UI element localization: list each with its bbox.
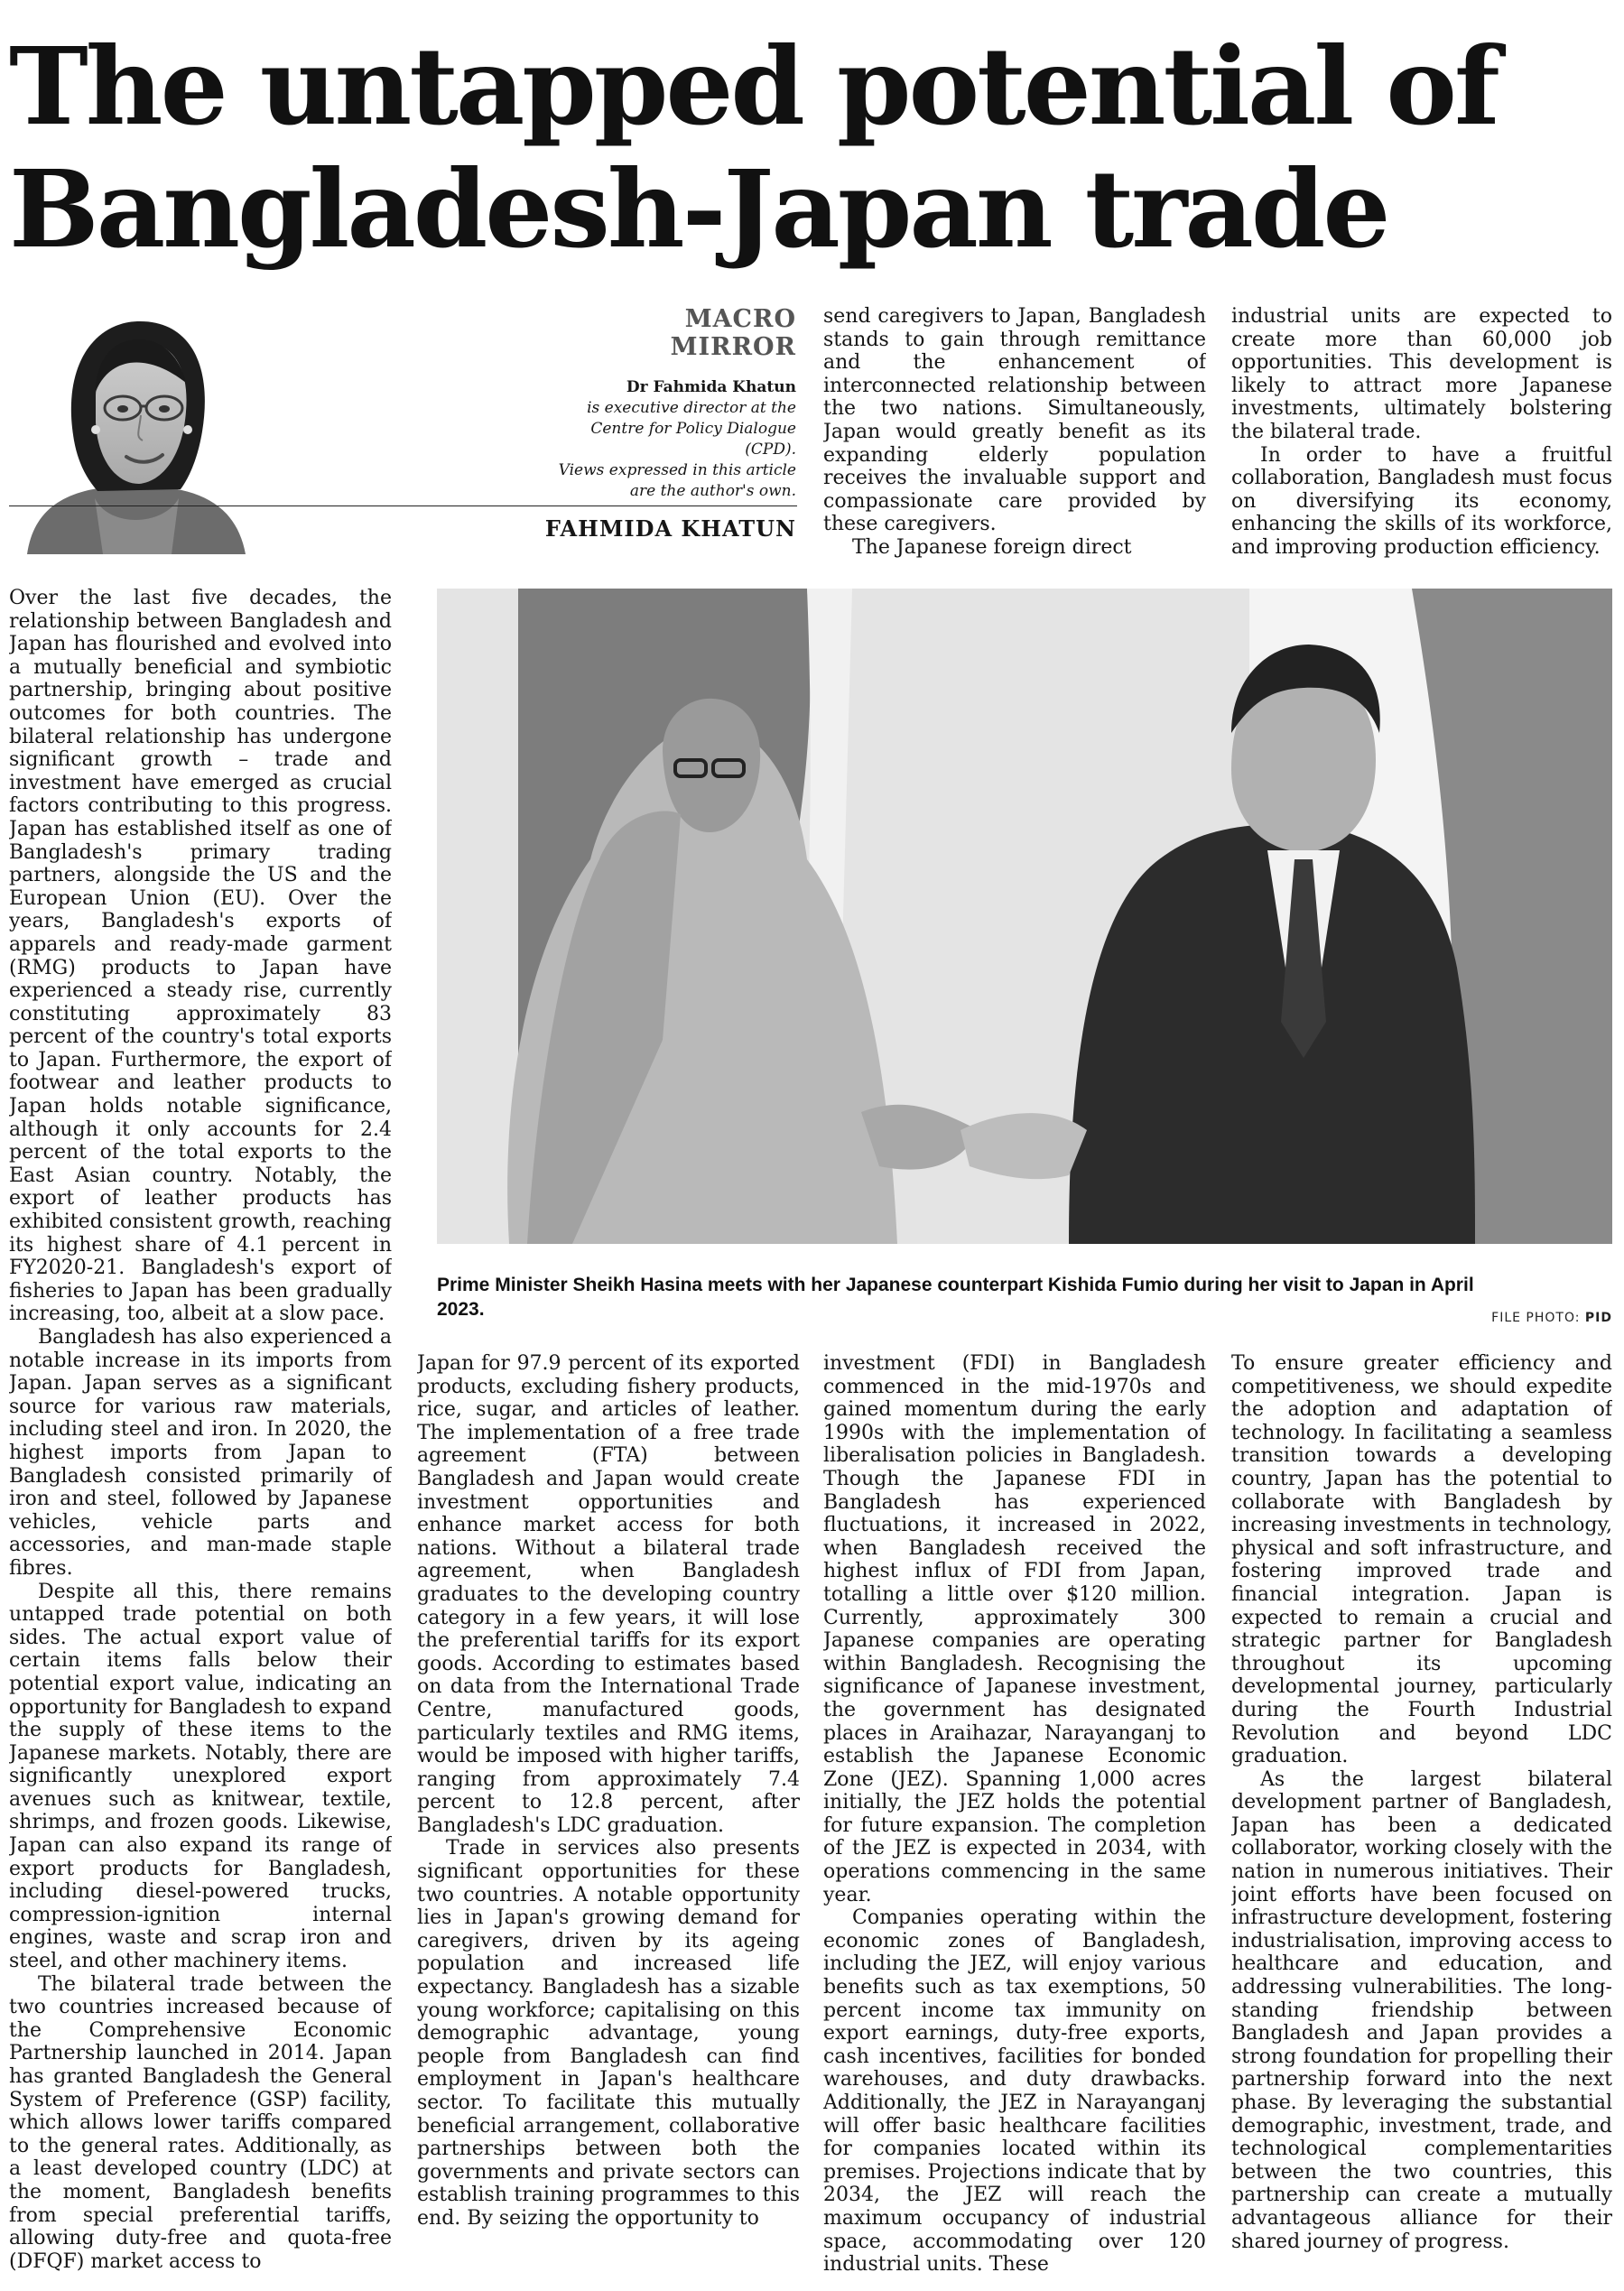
paragraph: send caregivers to Japan, Bangladesh stands to gain through remittance and the enhancement of interconnected relationship between the two nations. Simultaneously, Japan would greatly benefit as its expanding elderly population receives the invaluable support and compassionate care provided by these caregivers. (823, 305, 1206, 536)
author-bio-line: Centre for Policy Dialogue (CPD). (590, 420, 796, 459)
paragraph: As the largest bilateral development partner of Bangladesh, Japan has been a dedicated collaborator, working closely with the nation in numerous initiatives. Their joint efforts have been focused on infrastructure development, fostering industrialisation, improving access to healthcare and education, and addressing vulnerabilities. The long-standing friendship between Bangladesh and Japan provides a strong foundation for propelling their partnership forward into the next phase. By leveraging the substantial demographic, investment, trade, and technological complementarities between the two countries, this partnership can create a mutually advantageous alliance for their shared journey of progress. (1231, 1767, 1612, 2253)
headline-line-1: The untapped potential of (9, 23, 1498, 149)
paragraph: The Japanese foreign direct (852, 535, 1132, 558)
author-bio-line: are the author's own. (629, 482, 796, 500)
column-name (542, 305, 796, 361)
article-column-2 (417, 1352, 800, 2284)
column-name-line-1: MACRO (684, 305, 796, 333)
headline-line-2: Bangladesh-Japan trade (9, 146, 1388, 272)
column-header (542, 305, 796, 502)
paragraph: To ensure greater efficiency and competitiveness, we should expedite the adoption and adaptation of technology. In facilitating a seamless transition towards a developing country, Japan has the potential to collaborate with Bangladesh by increasing investments in technology, physical and soft infrastructure, and fostering improved trade and financial integration. Japan is expected to remain a crucial and strategic partner for Bangladesh throughout its upcoming developmental journey, particularly during the Fourth Industrial Revolution and beyond LDC graduation. (1231, 1352, 1612, 1768)
article-column-4 (1231, 1352, 1612, 2284)
headline (9, 25, 1598, 271)
article-column-top-4 (1231, 305, 1612, 558)
photo-credit (1408, 1311, 1612, 1325)
paragraph: Bangladesh has also experienced a notable increase in its imports from Japan. Japan serves as a significant source for various raw materials, including steel and iron. In 2020, the highest imports from Japan to Bangladesh consisted primarily of iron and steel, followed by Japanese vehicles, vehicle parts and accessories, and man-made staple fibres. (9, 1326, 392, 1580)
paragraph: In order to have a fruitful collaboration, Bangladesh must focus on diversifying its economy, enhancing the skills of its workforce, and improving production efficiency. (1231, 443, 1612, 558)
paragraph: Over the last five decades, the relationship between Bangladesh and Japan has flourished and evolved into a mutually beneficial and symbiotic partnership, bringing about positive outcomes for both countries. The bilateral relationship has undergone significant growth – trade and investment have emerged as crucial factors contributing to this progress. Japan has established itself as one of Bangladesh's primary trading partners, alongside the US and the European Union (EU). Over the years, Bangladesh's exports of apparels and ready-made garment (RMG) products to Japan have experienced a steady rise, currently constituting approximately 83 percent of the country's total exports to Japan. Furthermore, the export of footwear and leather products to Japan holds notable significance, although it only accounts for 2.4 percent of the total exports to the East Asian country. Notably, the export of leather products has exhibited consistent growth, reaching its highest share of 4.1 percent in FY2020-21. Bangladesh's export of fisheries to Japan has been gradually increasing, too, albeit at a slow pace. (9, 587, 392, 1326)
paragraph: industrial units are expected to create more than 60,000 job opportunities. This development is likely to attract more Japanese investments, ultimately bolstering the bilateral trade. (1231, 305, 1612, 443)
paragraph: Trade in services also presents significant opportunities for these two countries. A notable opportunity lies in Japan's growing demand for caregivers, driven by its ageing population and increased life expectancy. Bangladesh has a sizable young workforce; capitalising on this demographic advantage, young people from Bangladesh can find employment in Japan's healthcare sector. To facilitate this mutually beneficial arrangement, collaborative partnerships between both the governments and private sectors can establish training programmes to this end. By seizing the opportunity to (417, 1837, 800, 2230)
paragraph: The bilateral trade between the two countries increased because of the Comprehensive Economic Partnership launched in 2014. Japan has granted Bangladesh the General System of Preference (GSP) facility, which allows lower tariffs compared to the general rates. Additionally, as a least developed country (LDC) at the moment, Bangladesh benefits from special preferential tariffs, allowing duty-free and quota-free (DFQF) market access to (9, 1972, 392, 2273)
byline: FAHMIDA KHATUN (544, 515, 796, 542)
author-bio-line: Views expressed in this article (558, 461, 796, 479)
author-bio-line: is executive director at the (587, 399, 796, 417)
paragraph: investment (FDI) in Bangladesh commenced in the mid-1970s and gained momentum during the early 1990s with the implementation of liberalisation policies in Bangladesh. Though the Japanese FDI in Bangladesh has experienced fluctuations, it increased in 2022, when Bangladesh received the highest influx of FDI from Japan, totalling a little over $120 million. Currently, approximately 300 Japanese companies are operating within Bangladesh. Recognising the significance of Japanese investment, the government has designated places in Araihazar, Narayanganj to establish the Japanese Economic Zone (JEZ). Spanning 1,000 acres initially, the JEZ holds the potential for future expansion. The completion of the JEZ is expected in 2034, with operations commencing in the same year. (823, 1352, 1206, 1906)
article-column-top-3 (823, 305, 1206, 558)
column-name-line-2: MIRROR (670, 333, 796, 361)
news-photo (437, 589, 1612, 1244)
article-column-1 (9, 587, 392, 2284)
photo-credit-prefix: FILE PHOTO: (1491, 1311, 1585, 1325)
photo-credit-source: PID (1584, 1311, 1612, 1325)
author-portrait (9, 305, 264, 554)
article-column-3 (823, 1352, 1206, 2284)
paragraph: Despite all this, there remains untapped trade potential on both sides. The actual export value of certain items falls below their potential export value, indicating an opportunity for Bangladesh to expand the supply of these items to the Japanese markets. Notably, there are significantly unexplored export avenues such as knitwear, textile, shrimps, and frozen goods. Likewise, Japan can also expand its range of export products for Bangladesh, including diesel-powered trucks, compression-ignition internal engines, waste and scrap iron and steel, and other machinery items. (9, 1580, 392, 1973)
paragraph: Japan for 97.9 percent of its exported products, excluding fishery products, rice, sugar, and articles of leather. The implementation of a free trade agreement (FTA) between Bangladesh and Japan would create investment opportunities and enhance market access for both nations. Without a bilateral trade agreement, when Bangladesh graduates to the developing country category in a few years, it will lose the preferential tariffs for its export goods. According to estimates based on data from the International Trade Centre, manufactured goods, particularly textiles and RMG items, would be imposed with higher tariffs, ranging from approximately 7.4 percent to 12.8 percent, after Bangladesh's LDC graduation. (417, 1352, 800, 1837)
photo-caption: Prime Minister Sheikh Hasina meets with her Japanese counterpart Kishida Fumio during her visit to Japan in April 2023. (437, 1275, 1474, 1320)
photo-illustration (437, 589, 1612, 1244)
author-bio (542, 398, 796, 502)
paragraph: Companies operating within the economic zones of Bangladesh, including the JEZ, will enjoy various benefits such as tax exemptions, 50 percent income tax immunity on export earnings, duty-free exports, cash incentives, facilities for bonded warehouses, and duty drawbacks. Additionally, the JEZ in Narayanganj will offer basic healthcare facilities for companies located within its premises. Projections indicate that by 2034, the JEZ will reach the maximum occupancy of industrial space, accommodating over 120 industrial units. These (823, 1906, 1206, 2277)
author-bio-name: Dr Fahmida Khatun (626, 378, 796, 396)
